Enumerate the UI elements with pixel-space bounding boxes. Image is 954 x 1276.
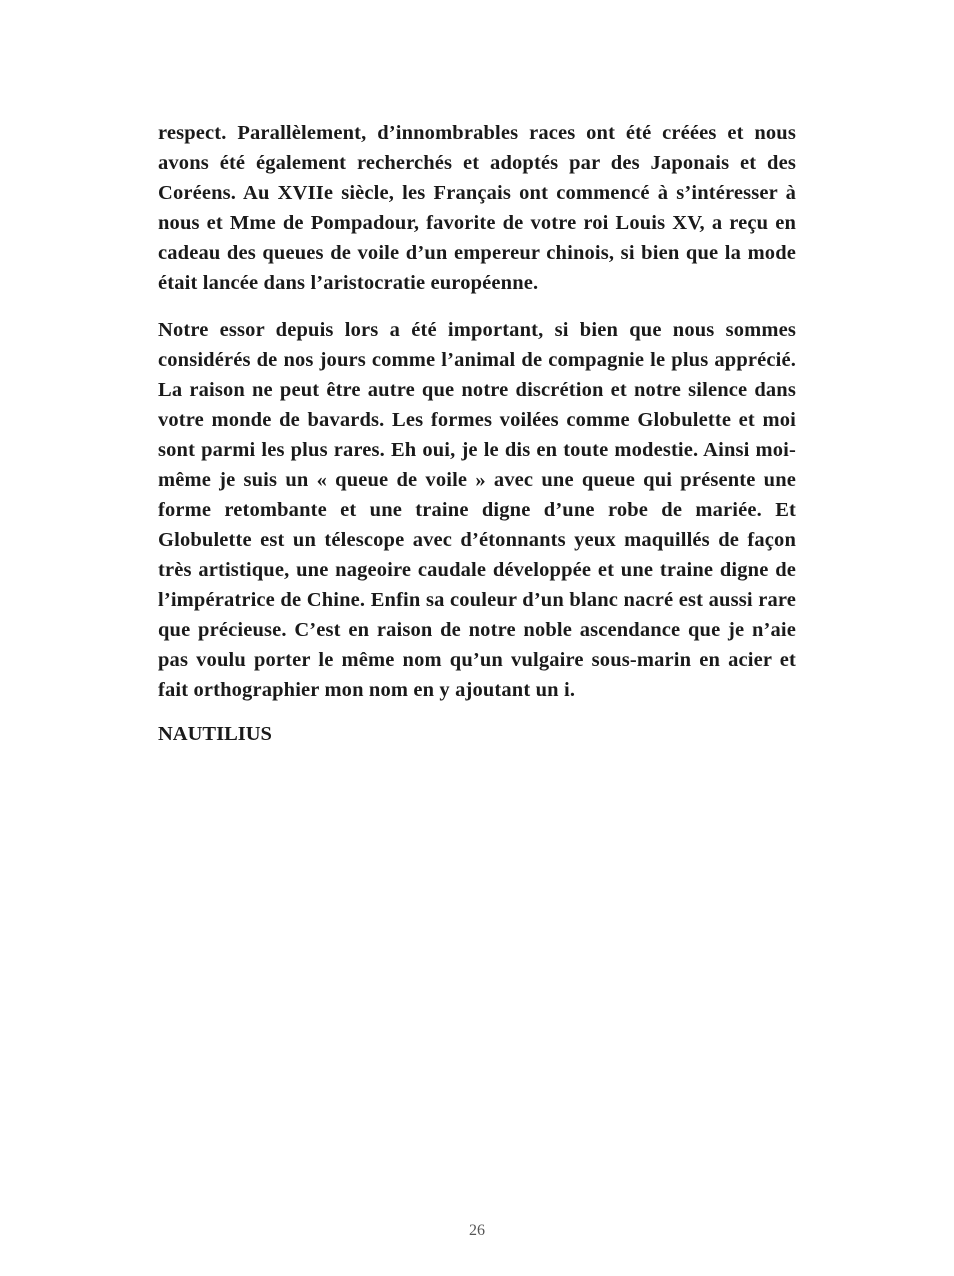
- signature: NAUTILIUS: [158, 723, 272, 745]
- paragraph-2: Notre essor depuis lors a été important, si bien que nous sommes considérés de nos jours comme l’animal de compagnie le plus apprécié. La raison ne peut être autre que notre discrétion et notre silence dans votre monde de bavards. Les formes voilées comme Globulette et moi sont parmi les plus rares. Eh oui, je le dis en toute modestie. Ainsi moi-même je suis un « queue de voile » avec une queue qui présente une forme retombante et une traine digne d’une robe de mariée. Et Globulette est un télescope avec d’étonnants yeux maquillés de façon très artistique, une nageoire caudale développée et une traine digne de l’impératrice de Chine. Enfin sa couleur d’un blanc nacré est aussi rare que précieuse. C’est en raison de notre noble ascendance que je n’aie pas voulu porter le même nom qu’un vulgaire sous-marin en acier et fait orthographier mon nom en y ajoutant un i.: [158, 319, 796, 701]
- page-body: [158, 118, 796, 749]
- paragraph-1: respect. Parallèlement, d’innombrables races ont été créées et nous avons été également recherchés et adoptés par des Japonais et des Coréens. Au XVIIe siècle, les Français ont commencé à s’intéresser à nous et Mme de Pompadour, favorite de votre roi Louis XV, a reçu en cadeau des queues de voile d’un empereur chinois, si bien que la mode était lancée dans l’aristocratie européenne.: [158, 122, 796, 294]
- page-number: 26: [469, 1222, 485, 1239]
